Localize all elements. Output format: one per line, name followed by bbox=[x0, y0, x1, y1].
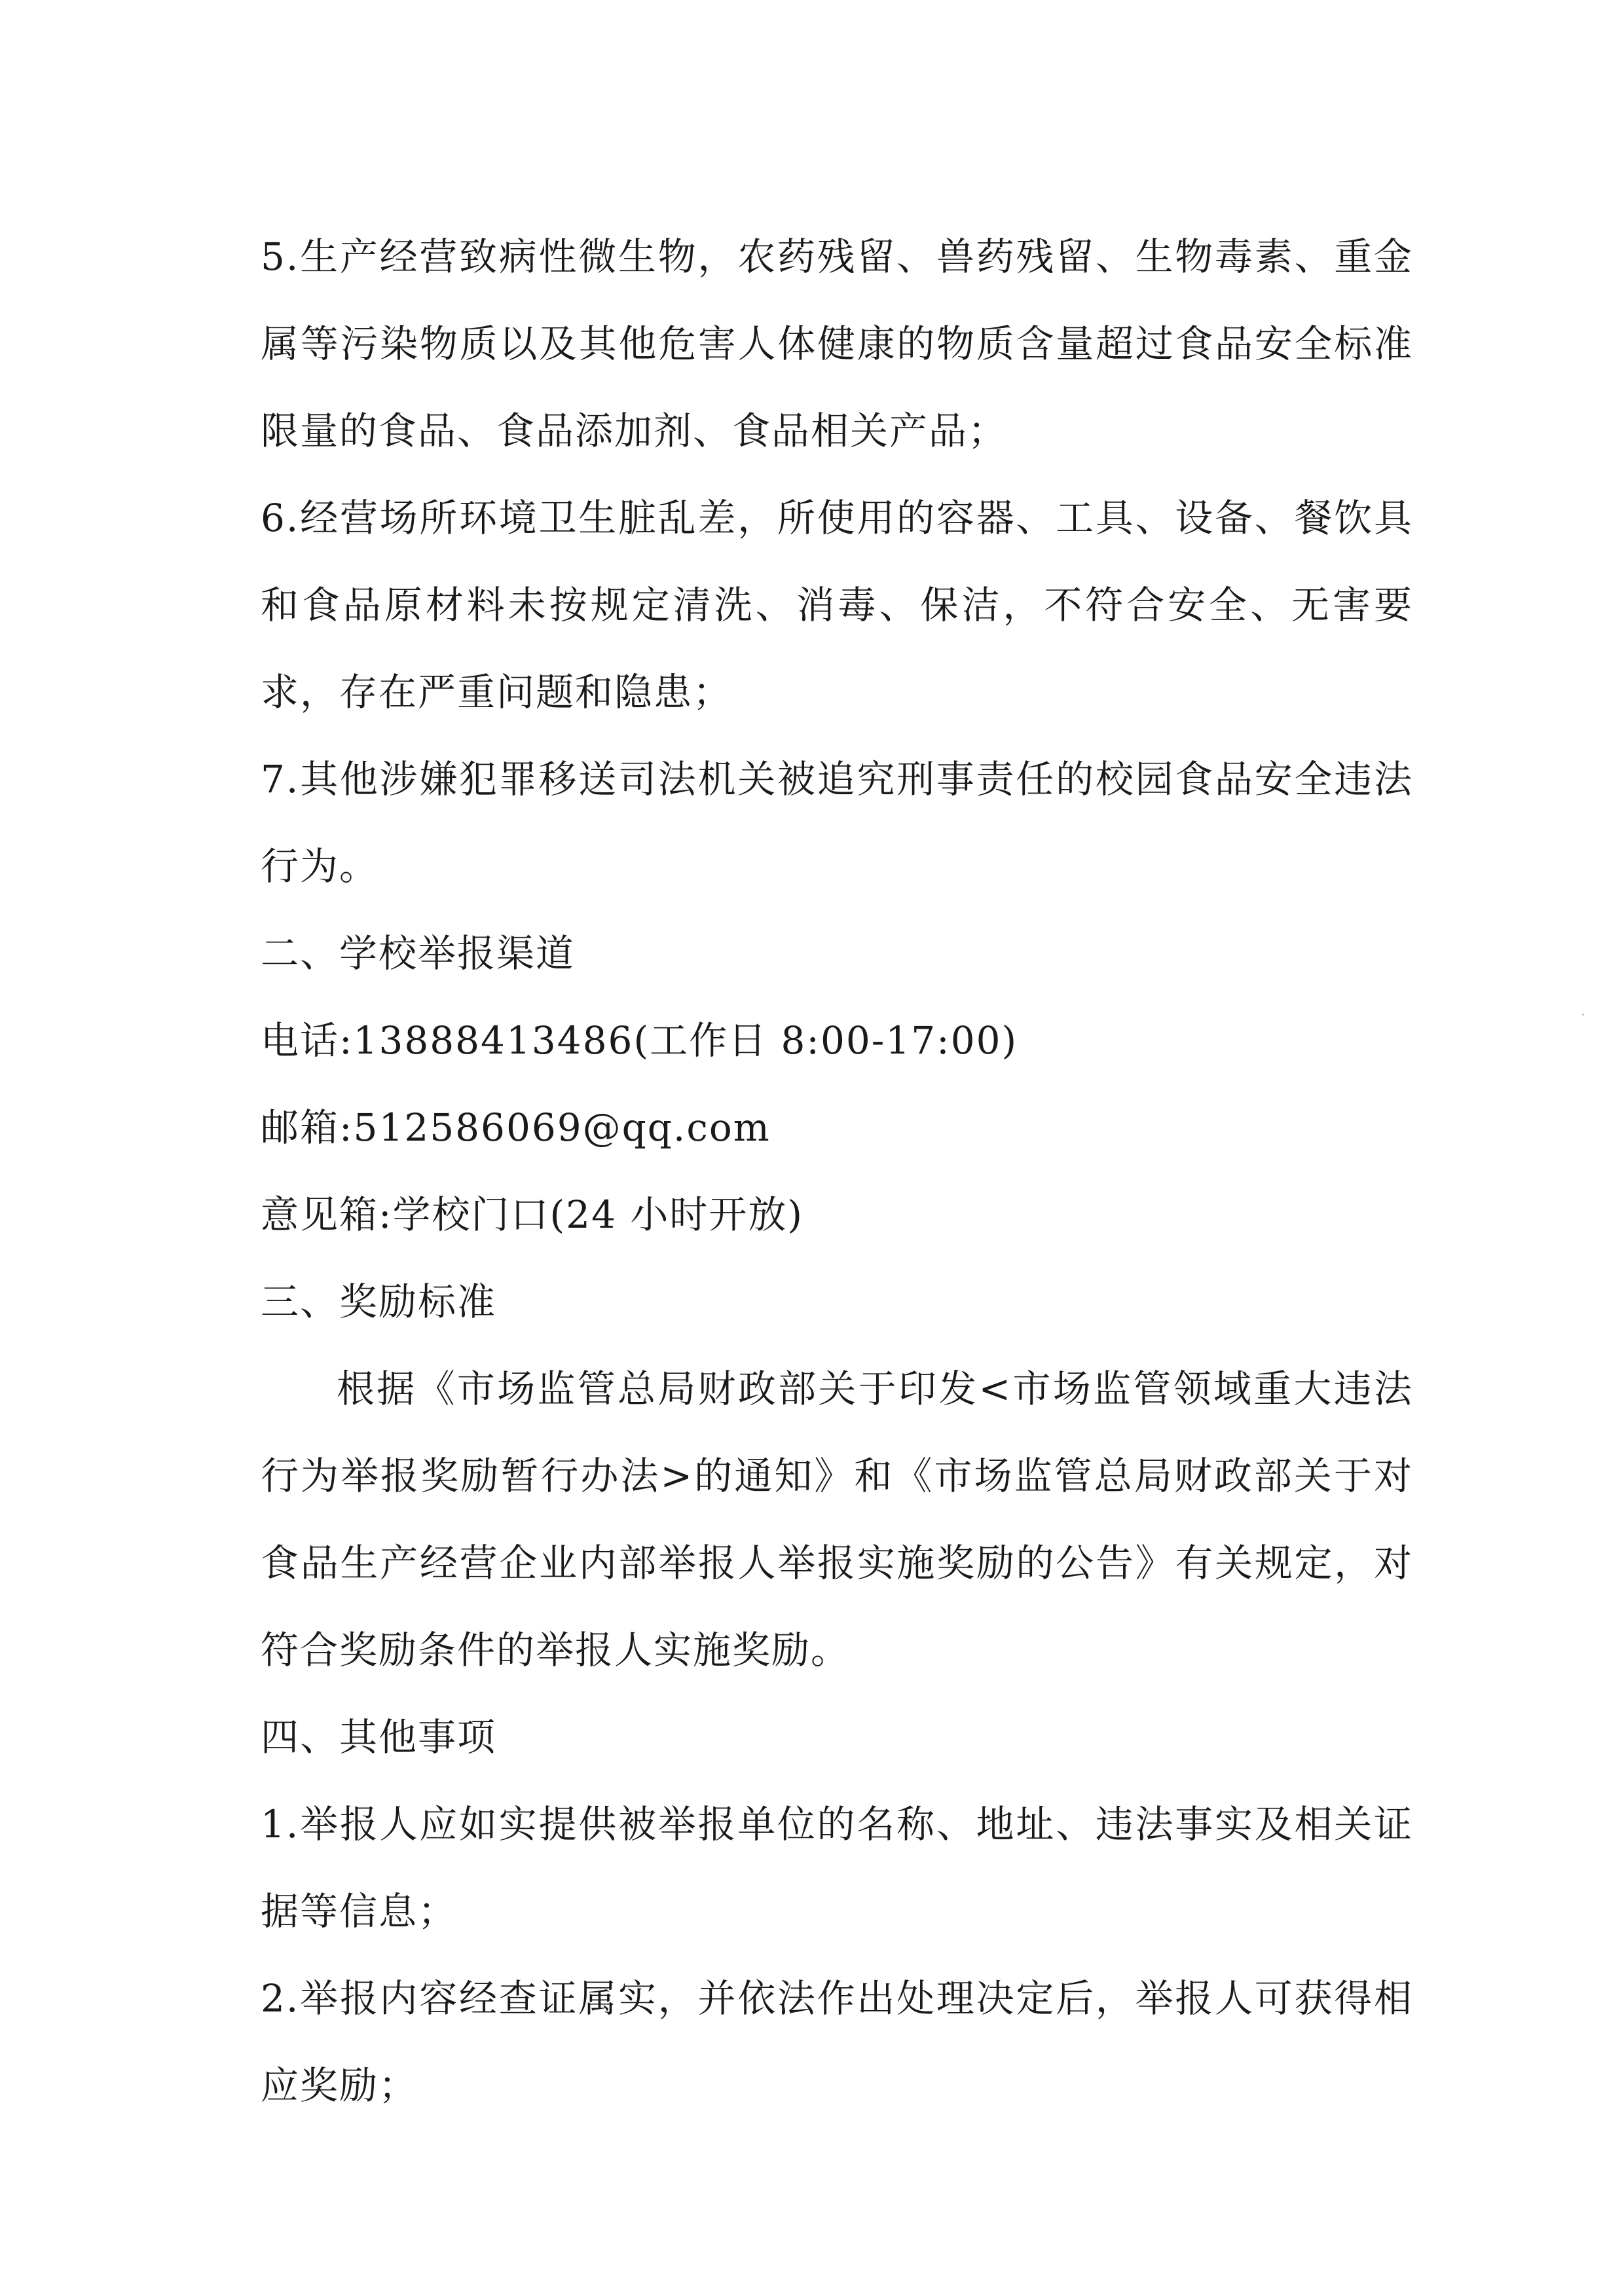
document-body bbox=[261, 213, 1413, 2129]
reward-standard-paragraph: 根据《市场监管总局财政部关于印发<市场监管领域重大违法行为举报奖励暂行办法>的通知》和《市场监管总局财政部关于对食品生产经营企业内部举报人举报实施奖励的公告》有关规定，对符合奖励条件的举报人实施奖励。 bbox=[261, 1367, 1413, 1672]
clause-6: 6.经营场所环境卫生脏乱差，所使用的容器、工具、设备、餐饮具和食品原材料未按规定清洗、消毒、保洁，不符合安全、无害要求，存在严重问题和隐患； bbox=[261, 496, 1413, 714]
suggestion-box-line: 意见箱:学校门口(24 小时开放) bbox=[261, 1192, 804, 1237]
other-matter-1: 1.举报人应如实提供被举报单位的名称、地址、违法事实及相关证据等信息； bbox=[261, 1802, 1413, 1934]
section-heading-other-matters: 四、其他事项 bbox=[261, 1715, 497, 1759]
scan-speck bbox=[1582, 1014, 1584, 1016]
clause-7: 7.其他涉嫌犯罪移送司法机关被追究刑事责任的校园食品安全违法行为。 bbox=[261, 757, 1413, 889]
phone-line: 电话:13888413486(工作日 8:00-17:00) bbox=[261, 1018, 1018, 1063]
section-heading-reporting-channels: 二、学校举报渠道 bbox=[261, 931, 576, 976]
clause-5: 5.生产经营致病性微生物，农药残留、兽药残留、生物毒素、重金属等污染物质以及其他危害人体健康的物质含量超过食品安全标准限量的食品、食品添加剂、食品相关产品； bbox=[261, 234, 1413, 453]
section-heading-reward-standard: 三、奖励标准 bbox=[261, 1279, 497, 1324]
other-matter-2: 2.举报内容经查证属实，并依法作出处理决定后，举报人可获得相应奖励； bbox=[261, 1976, 1413, 2108]
email-line: 邮箱:512586069@qq.com bbox=[261, 1105, 771, 1150]
